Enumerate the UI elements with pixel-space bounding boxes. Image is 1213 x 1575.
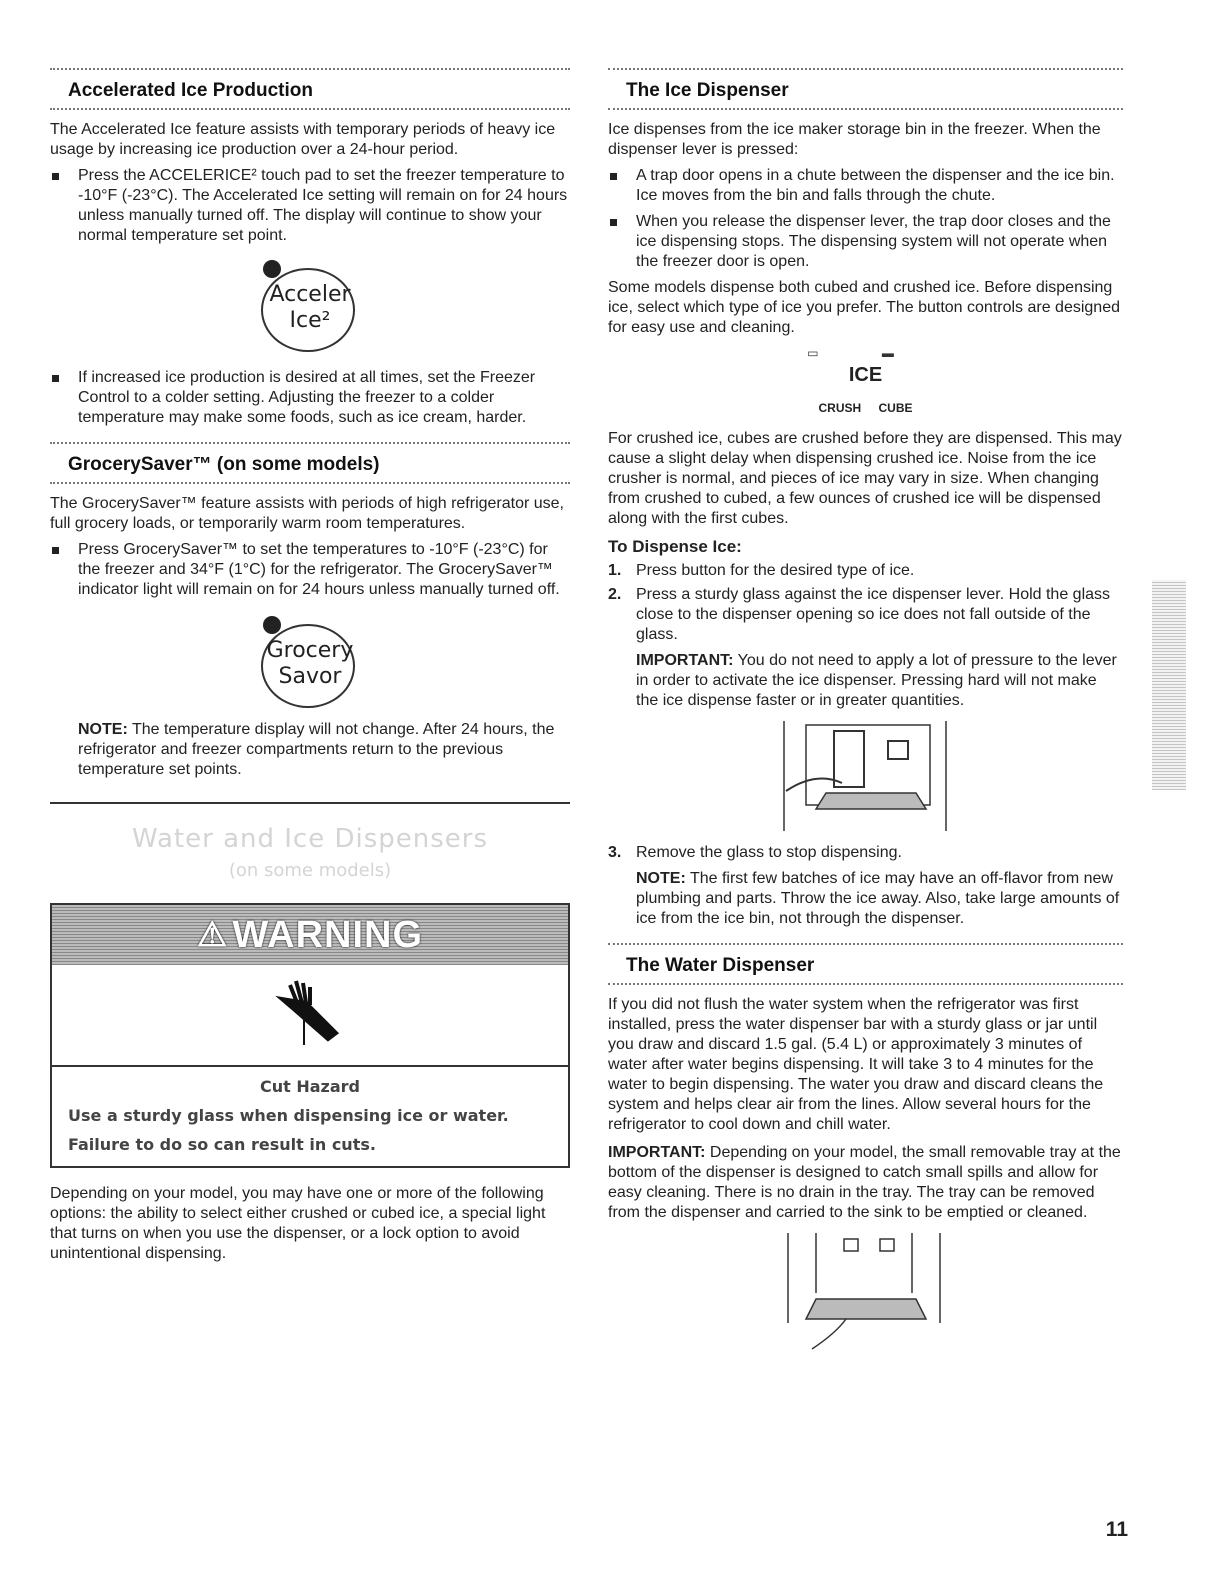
list-item: 1. Press button for the desired type of ice.: [608, 562, 915, 579]
section-divider: [50, 802, 570, 804]
grocerysaver-note: NOTE: The temperature display will not change. After 24 hours, the refrigerator and freezer compartments return to the previous temperature set points.: [78, 721, 555, 778]
warning-line-1: Use a sturdy glass when dispensing ice or water.: [68, 1106, 509, 1125]
ice-dispenser-intro: Ice dispenses from the ice maker storage bin in the freezer. When the dispenser lever is pressed:: [608, 121, 1101, 158]
right-column: [608, 68, 1123, 1363]
warning-line-2: Failure to do so can result in cuts.: [68, 1135, 376, 1154]
list-item: When you release the dispenser lever, the trap door closes and the ice dispensing stops. The dispensing system will not operate when the freezer door is open.: [608, 212, 1123, 272]
grocerysaver-intro: The GrocerySaver™ feature assists with periods of high refrigerator use, full grocery loads, or temporarily warm room temperatures.: [50, 495, 564, 532]
dispense-steps-2: [608, 843, 1123, 929]
accelerated-ice-heading: Accelerated Ice Production: [50, 68, 570, 110]
crushed-ice-text: For crushed ice, cubes are crushed before they are dispensed. This may cause a slight delay when dispensing crushed ice. Noise from the ice crusher is normal, and pieces of ice may vary in size. When changing from crushed to cubed, a few ounces of crushed ice will be dispensed along with the first cubes.: [608, 430, 1122, 527]
list-item: 2. Press a sturdy glass against the ice dispenser lever. Hold the glass close to the dispenser opening so ice does not fall outside of the glass. IMPORTANT: You do not need to apply a lot of pressure to the lever in order to activate the ice dispenser. Pressing hard will not make the ice dispense faster or in greater quantities.: [608, 585, 1123, 711]
accelerice-badge-icon: [255, 252, 365, 352]
badge-line1: Grocery: [266, 638, 354, 663]
side-tab-marker: [1152, 580, 1186, 790]
grocerysaver-heading: GrocerySaver™ (on some models): [50, 442, 570, 484]
indicator-marks-icon: ▭ ▬: [807, 346, 924, 360]
list-item: Press GrocerySaver™ to set the temperatures to -10°F (-23°C) for the freezer and 34°F (1°C) for the refrigerator. The GrocerySaver™ indicator light will remain on for 24 hours unless manually turned off.: [50, 540, 570, 600]
warning-cut-hazard: Cut Hazard: [260, 1077, 360, 1096]
page-number: 11: [1105, 1518, 1128, 1541]
water-dispenser-heading: The Water Dispenser: [608, 943, 1123, 985]
list-item: If increased ice production is desired at all times, set the Freezer Control to a colder setting. Adjusting the freezer to a colder temperature may make some foods, such as ice cream, harder.: [50, 368, 570, 428]
dispenser-options-text: Depending on your model, you may have one or more of the following options: the ability to select either crushed or cubed ice, a special light that turns on when you use the dispenser, or a lock option to avoid unintentional dispensing.: [50, 1185, 546, 1262]
water-important-note: IMPORTANT: Depending on your model, the small removable tray at the bottom of the dispenser is designed to catch small spills and allow for easy cleaning. There is no drain in the tray. The tray can be removed from the dispenser and carried to the sink to be emptied or cleaned.: [608, 1144, 1121, 1221]
badge-line2: Savor: [278, 664, 342, 689]
ice-dispenser-list: [608, 166, 1123, 272]
section-title: Water and Ice Dispensers: [131, 824, 489, 854]
list-item: Press the ACCELERICE² touch pad to set the freezer temperature to -10°F (-23°C). The Accelerated Ice setting will remain on for 24 hours unless manually turned off. The display will continue to show your normal temperature set point.: [50, 166, 570, 246]
warning-box: [50, 903, 570, 1168]
ice-dispenser-heading: The Ice Dispenser: [608, 68, 1123, 110]
left-column: [50, 68, 570, 1264]
badge-line1: Acceler: [269, 282, 351, 307]
dispense-ice-heading: To Dispense Ice:: [608, 537, 742, 556]
list-item: A trap door opens in a chute between the dispenser and the ice bin. Ice moves from the bin and falls through the chute.: [608, 166, 1123, 206]
ice-dispensing-glass-illustration: [776, 721, 956, 833]
list-item: 3. Remove the glass to stop dispensing. NOTE: The first few batches of ice may have an off-flavor from new plumbing and parts. Throw the ice away. Also, take large amounts of ice from the ice bin, not through the dispenser.: [608, 843, 1123, 929]
grocerysaver-list: [50, 540, 570, 600]
warning-triangle-icon: ⚠: [196, 916, 229, 954]
warning-body: [52, 1067, 568, 1166]
accelerated-ice-list-2: [50, 368, 570, 428]
important-note: IMPORTANT: You do not need to apply a lot of pressure to the lever in order to activate the ice dispenser. Pressing hard will not make the ice dispense faster or in greater quantities.: [636, 652, 1117, 709]
grocerysaver-badge-icon: [255, 608, 365, 708]
water-dispenser-text: If you did not flush the water system when the refrigerator was first installed, press the water dispenser bar with a sturdy glass or jar until you draw and discard 1.5 gal. (5.4 L) or approximately 3 minutes of water after water begins dispensing. It will take 3 to 4 minutes for the water to begin dispensing. The water you draw and discard cleans the system and helps clear air from the lines. Allow several hours for the refrigerator to cool down and chill water.: [608, 996, 1104, 1133]
cube-button-label: CUBE: [878, 401, 913, 415]
ice-models-text: Some models dispense both cubed and crushed ice. Before dispensing ice, select which type of ice you prefer. The button controls are designed for easy use and cleaning.: [608, 279, 1120, 336]
ice-buttons-illustration: [608, 346, 1123, 415]
dispense-steps: [608, 561, 1123, 711]
accelerated-ice-list: [50, 166, 570, 246]
water-tray-illustration: [776, 1233, 956, 1353]
accelerated-ice-intro: The Accelerated Ice feature assists with temporary periods of heavy ice usage by increasing ice production over a 24-hour period.: [50, 121, 556, 158]
warning-title: WARNING: [232, 913, 424, 956]
warning-header: [52, 905, 568, 965]
cut-hazard-hand-icon: [52, 965, 568, 1067]
step3-note: NOTE: The first few batches of ice may have an off-flavor from new plumbing and parts. Throw the ice away. Also, take large amounts of ice from the ice bin, not through the dispenser.: [636, 870, 1120, 927]
section-subtitle: (on some models): [228, 860, 392, 881]
badge-line2: Ice²: [289, 308, 331, 333]
ice-button-label: ICE: [848, 364, 883, 386]
crush-button-label: CRUSH: [818, 401, 862, 415]
